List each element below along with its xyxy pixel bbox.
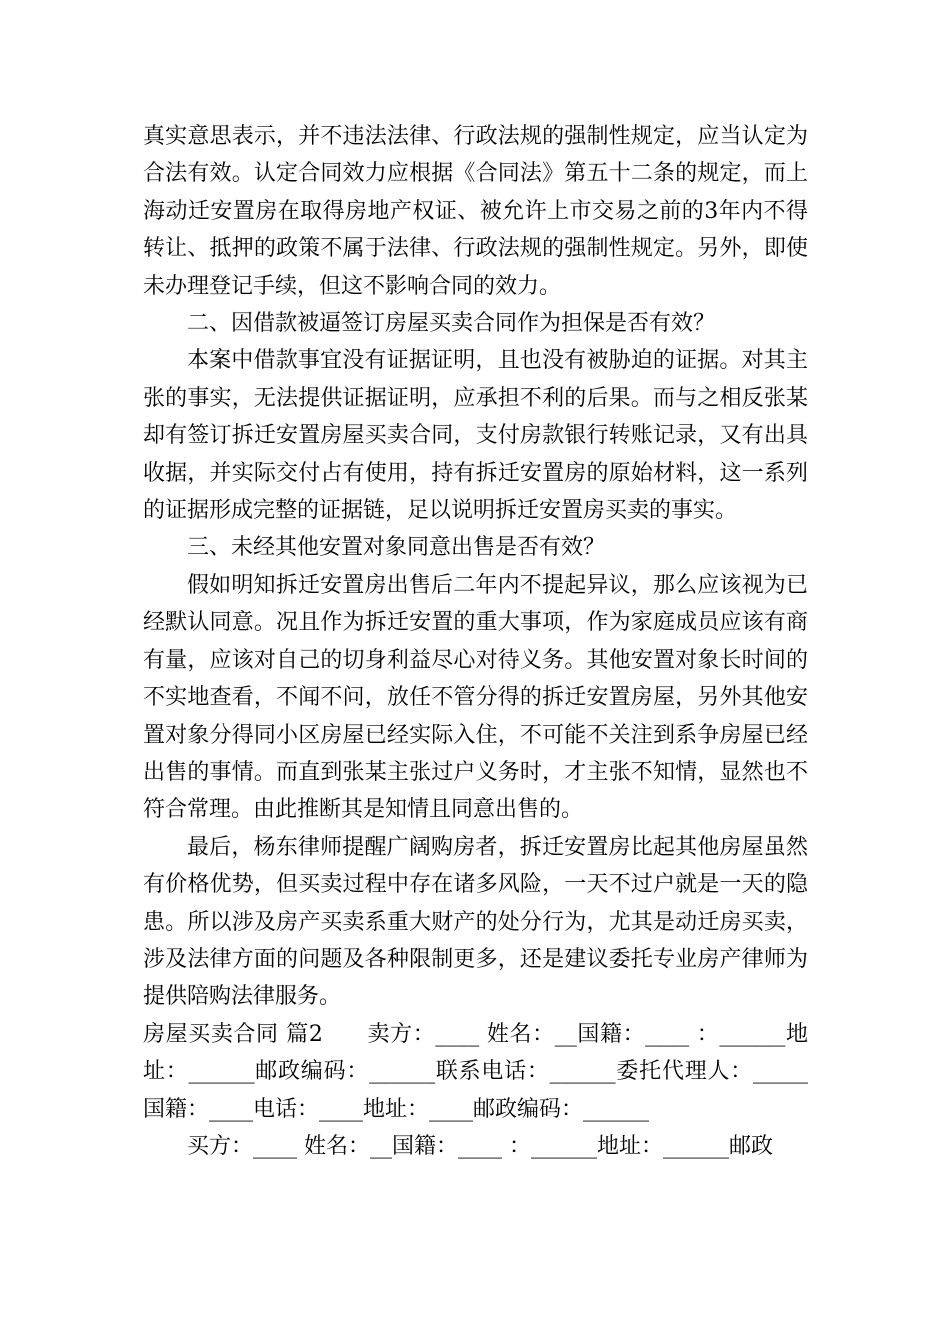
contract-title: 房屋买卖合同 篇2 [143, 1021, 323, 1047]
paragraph-consent: 假如明知拆迁安置房出售后二年内不提起异议，那么应该视为已经默认同意。况且作为拆迁安置的重大事项，作为家庭成员应该有商有量，应该对自己的切身利益尽心对待义务。其他安置对象长时间的不实地查看，不闻不问，放任不管分得的拆迁安置房屋，另外其他安置对象分得同小区房屋已经实际入住，不可能不关注到系争房屋已经出售的事情。而直到张某主张过户义务时，才主张不知情，显然也不符合常理。由此推断其是知情且同意出售的。 [143, 572, 808, 823]
paragraph-validity-conclusion: 真实意思表示，并不违法法律、行政法规的强制性规定，应当认定为合法有效。认定合同效力应根据《合同法》第五十二条的规定，而上海动迁安置房在取得房地产权证、被允许上市交易之前的3年内不得转让、抵押的政策不属于法律、行政法规的强制性规定。另外，即使未办理登记手续，但这不影响合同的效力。 [143, 124, 808, 299]
contract-buyer-line: 买方：____ 姓名：__国籍：____ ：______地址：______邮政 [187, 1133, 773, 1159]
contract-seller-block [143, 1016, 808, 1128]
contract-seller-line: 卖方：____ 姓名：__国籍：____ ：______地址：______邮政编码：______联系电话：______委托代理人：_____国籍：____电话：____地址：____邮政编码：______ [143, 1021, 808, 1122]
section-heading-3: 三、未经其他安置对象同意出售是否有效？ [187, 535, 606, 561]
document-page [143, 118, 808, 1165]
paragraph-loan-evidence: 本案中借款事宜没有证据证明，且也没有被胁迫的证据。对其主张的事实，无法提供证据证明，应承担不利的后果。而与之相反张某却有签订拆迁安置房屋买卖合同，支付房款银行转账记录，又有出具收据，并实际交付占有使用，持有拆迁安置房的原始材料，这一系列的证据形成完整的证据链，足以说明拆迁安置房买卖的事实。 [143, 348, 808, 524]
paragraph-lawyer-advice: 最后，杨东律师提醒广阔购房者，拆迁安置房比起其他房屋虽然有价格优势，但买卖过程中存在诸多风险，一天不过户就是一天的隐患。所以涉及房产买卖系重大财产的处分行为，尤其是动迁房买卖，涉及法律方面的问题及各种限制更多，还是建议委托专业房产律师为提供陪购法律服务。 [143, 834, 808, 1010]
section-heading-2: 二、因借款被逼签订房屋买卖合同作为担保是否有效？ [187, 311, 716, 337]
